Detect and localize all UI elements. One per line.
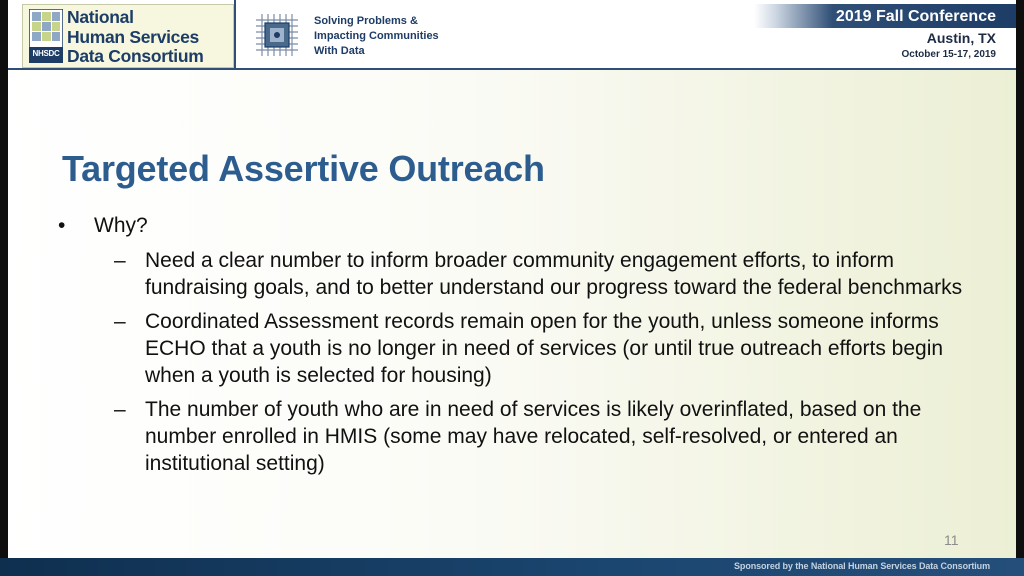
- dash-marker: –: [114, 310, 126, 333]
- dash-marker: –: [114, 398, 126, 421]
- tagline-line-2: Impacting Communities: [314, 30, 439, 42]
- logo-mark-label: NHSDC: [32, 49, 60, 58]
- bullet-marker: •: [58, 214, 66, 237]
- logo-line-3: Data Consortium: [67, 46, 204, 66]
- slide-content: [58, 212, 998, 484]
- slide-header: [8, 0, 1016, 70]
- tagline-line-1: Solving Problems &: [314, 15, 418, 27]
- sub-bullet-item: [58, 308, 998, 389]
- sponsor-text: Sponsored by the National Human Services Data Consortium: [734, 561, 990, 571]
- sub-bullet-text: The number of youth who are in need of services is likely overinflated, based on the number enrolled in HMIS (some may have relocated, self-resolved, or entered an institutional setting): [145, 398, 922, 475]
- conference-title: 2019 Fall Conference: [835, 8, 996, 25]
- left-frame-bar: [0, 0, 8, 576]
- slide-footer: [0, 558, 1024, 576]
- circuit-chip-icon: [248, 6, 306, 64]
- sub-bullet-text: Need a clear number to inform broader community engagement efforts, to inform fundraising goals, and to better understand our progress toward the federal benchmarks: [145, 249, 963, 299]
- bullet-item: [58, 212, 998, 239]
- page-number: 11: [944, 532, 959, 548]
- sub-bullet-item: [58, 396, 998, 477]
- logo-wordmark: [67, 8, 233, 67]
- conference-dates: October 15-17, 2019: [901, 49, 996, 60]
- slide-title: Targeted Assertive Outreach: [62, 148, 545, 189]
- sub-bullet-text: Coordinated Assessment records remain open for the youth, unless someone informs ECHO that a youth is no longer in need of services (or until true outreach efforts begin when a youth is selected for housing): [145, 310, 944, 387]
- conference-banner: [754, 4, 1016, 28]
- conference-tagline: [314, 14, 474, 59]
- nhsdc-logo: [22, 4, 234, 68]
- tagline-line-3: With Data: [314, 45, 365, 57]
- right-frame-bar: [1016, 0, 1024, 576]
- bullet-text: Why?: [94, 214, 148, 237]
- sub-bullet-item: [58, 247, 998, 301]
- logo-line-1: National: [67, 7, 134, 27]
- header-divider: [234, 0, 236, 70]
- logo-line-2: Human Services: [67, 26, 199, 47]
- conference-city: Austin, TX: [926, 30, 996, 46]
- dash-marker: –: [114, 249, 126, 272]
